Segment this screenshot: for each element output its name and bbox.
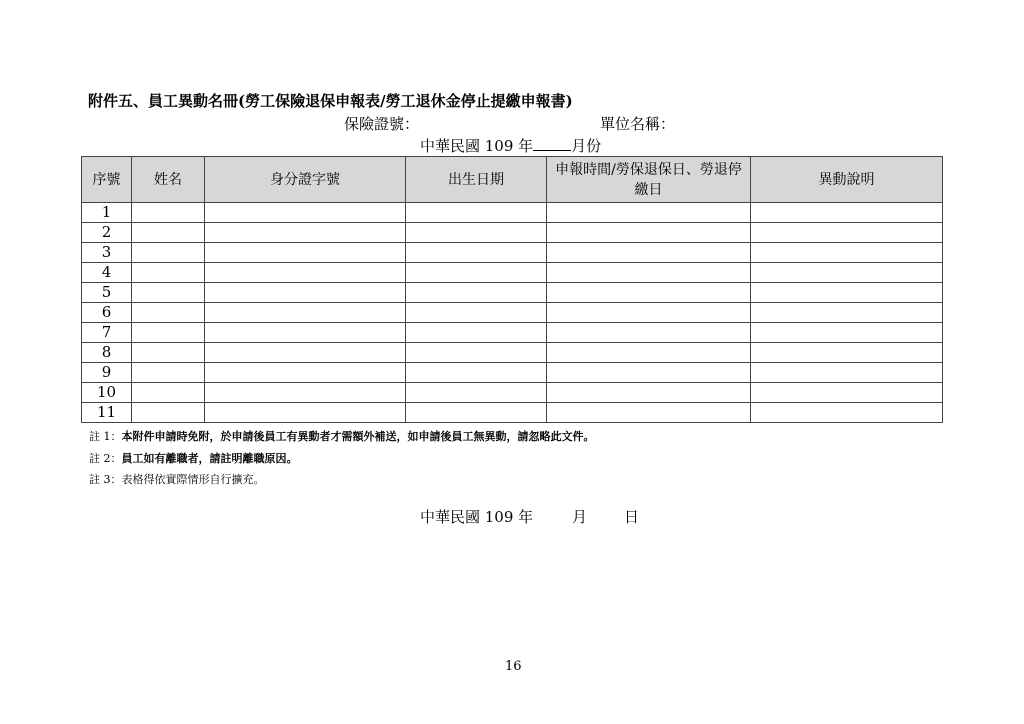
header-seq: 序號 xyxy=(82,157,132,203)
table-cell xyxy=(547,343,751,363)
table-cell xyxy=(132,403,205,423)
document-title: 附件五、員工異動名冊(勞工保險退保申報表/勞工退休金停止提繳申報書) xyxy=(88,92,573,110)
table-cell xyxy=(406,283,547,303)
table-cell xyxy=(547,223,751,243)
table-cell xyxy=(406,343,547,363)
table-cell xyxy=(406,363,547,383)
table-cell xyxy=(751,343,943,363)
insurance-number-label: 保險證號： xyxy=(344,115,420,133)
table-cell xyxy=(132,303,205,323)
row-seq-number: 10 xyxy=(82,383,132,403)
table-cell xyxy=(547,323,751,343)
table-cell xyxy=(751,283,943,303)
table-cell xyxy=(205,363,406,383)
table-cell xyxy=(205,383,406,403)
table-cell xyxy=(547,243,751,263)
table-row xyxy=(82,283,943,303)
table-cell xyxy=(205,323,406,343)
note-3 xyxy=(89,471,265,487)
table-cell xyxy=(547,403,751,423)
table-cell xyxy=(205,223,406,243)
table-cell xyxy=(406,383,547,403)
table-cell xyxy=(205,203,406,223)
table-cell xyxy=(132,203,205,223)
table-cell xyxy=(406,203,547,223)
table-cell xyxy=(132,383,205,403)
row-seq-number: 9 xyxy=(82,363,132,383)
table-cell xyxy=(751,223,943,243)
date-year: 中華民國 109 年 xyxy=(420,508,534,526)
header-birth-date: 出生日期 xyxy=(406,157,547,203)
row-seq-number: 1 xyxy=(82,203,132,223)
table-cell xyxy=(205,303,406,323)
header-change-note: 異動說明 xyxy=(751,157,943,203)
table-cell xyxy=(547,283,751,303)
note-1 xyxy=(89,428,595,444)
table-cell xyxy=(406,323,547,343)
table-cell xyxy=(132,283,205,303)
table-cell xyxy=(132,243,205,263)
header-report-date: 申報時間/勞保退保日、勞退停繳日 xyxy=(547,157,751,203)
unit-name-label: 單位名稱： xyxy=(600,115,676,133)
note-2-text: 員工如有離職者，請註明離職原因。 xyxy=(121,452,298,465)
table-row xyxy=(82,303,943,323)
row-seq-number: 3 xyxy=(82,243,132,263)
table-cell xyxy=(751,303,943,323)
table-cell xyxy=(205,403,406,423)
period-suffix: 月份 xyxy=(571,137,602,155)
table-row xyxy=(82,223,943,243)
row-seq-number: 5 xyxy=(82,283,132,303)
table-cell xyxy=(751,203,943,223)
table-cell xyxy=(751,403,943,423)
header-id-number: 身分證字號 xyxy=(205,157,406,203)
table-cell xyxy=(406,223,547,243)
note-1-label: 註 1： xyxy=(89,430,122,443)
header-name: 姓名 xyxy=(132,157,205,203)
report-period xyxy=(420,135,601,156)
date-day: 日 xyxy=(624,508,640,526)
row-seq-number: 8 xyxy=(82,343,132,363)
table-cell xyxy=(205,343,406,363)
table-cell xyxy=(751,243,943,263)
table-row xyxy=(82,203,943,223)
row-seq-number: 11 xyxy=(82,403,132,423)
table-cell xyxy=(132,363,205,383)
table-cell xyxy=(547,263,751,283)
table-cell xyxy=(406,403,547,423)
table-cell xyxy=(547,383,751,403)
table-cell xyxy=(547,363,751,383)
row-seq-number: 4 xyxy=(82,263,132,283)
employee-change-table xyxy=(81,156,943,423)
table-cell xyxy=(132,343,205,363)
table-cell xyxy=(406,303,547,323)
table-row xyxy=(82,263,943,283)
table-cell xyxy=(132,223,205,243)
table-header-row xyxy=(82,157,943,203)
note-2-label: 註 2： xyxy=(89,452,122,465)
table-cell xyxy=(132,323,205,343)
note-1-text: 本附件申請時免附，於申請後員工有異動者才需額外補送，如申請後員工無異動，請忽略此文件。 xyxy=(121,430,595,443)
table-row xyxy=(82,243,943,263)
table-row xyxy=(82,323,943,343)
row-seq-number: 6 xyxy=(82,303,132,323)
page-number: 16 xyxy=(505,659,522,674)
period-prefix: 中華民國 109 年 xyxy=(420,137,534,155)
table-cell xyxy=(751,263,943,283)
table-cell xyxy=(751,323,943,343)
table-cell xyxy=(406,263,547,283)
table-cell xyxy=(205,263,406,283)
table-cell xyxy=(751,363,943,383)
row-seq-number: 2 xyxy=(82,223,132,243)
date-month: 月 xyxy=(572,508,588,526)
table-cell xyxy=(132,263,205,283)
table-cell xyxy=(205,243,406,263)
table-cell xyxy=(547,303,751,323)
table-row xyxy=(82,343,943,363)
table-row xyxy=(82,383,943,403)
table-row xyxy=(82,403,943,423)
note-3-label: 註 3： xyxy=(89,473,122,486)
month-blank xyxy=(533,136,571,151)
table-row xyxy=(82,363,943,383)
note-2 xyxy=(89,450,298,466)
table-cell xyxy=(547,203,751,223)
table-cell xyxy=(406,243,547,263)
row-seq-number: 7 xyxy=(82,323,132,343)
note-3-text: 表格得依實際情形自行擴充。 xyxy=(121,473,265,486)
table-cell xyxy=(751,383,943,403)
table-cell xyxy=(205,283,406,303)
